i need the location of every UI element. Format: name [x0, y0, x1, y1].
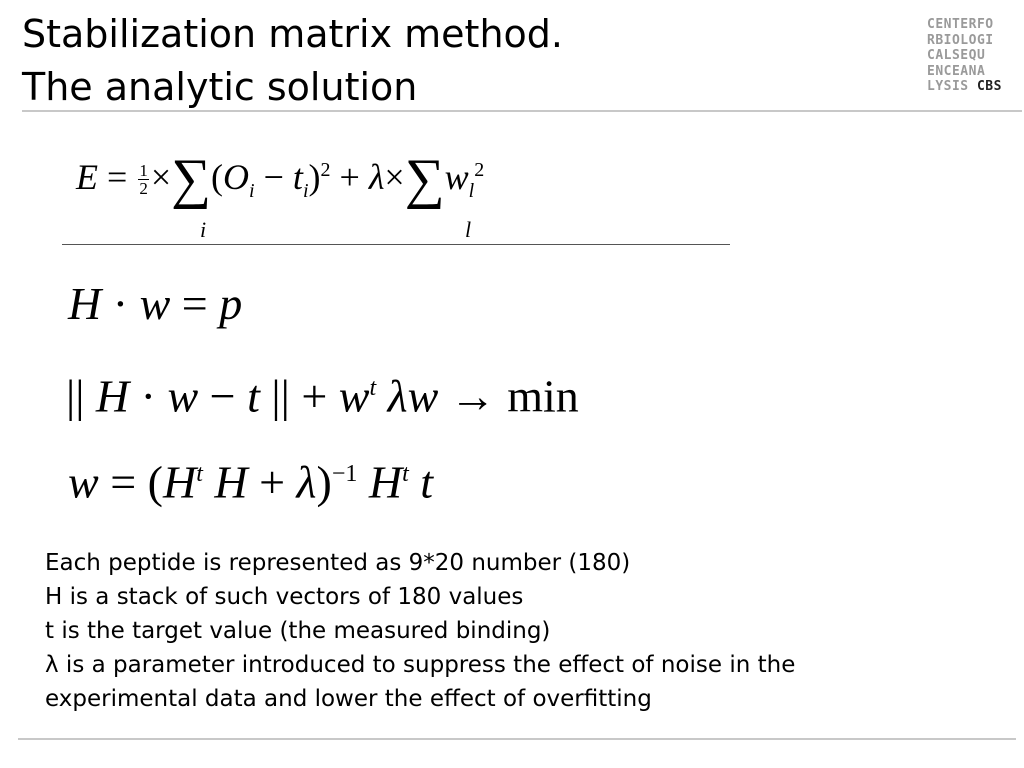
logo-line-1: CENTERFO — [927, 17, 994, 32]
note-line-3: t is the target value (the measured binding) — [45, 618, 551, 644]
logo-line-5-text: LYSIS — [927, 79, 977, 94]
equation-hw-p: H · w = p — [68, 278, 243, 329]
equation-error-function: E = $\frac{1}{2}$ $\times\sum(O_i - t_i)^2 + \lambda\times\sum w_l^2$ — [76, 148, 485, 210]
title-line-2: The analytic solution — [22, 65, 418, 109]
logo-cbs: CBS — [976, 79, 1002, 94]
title-divider — [22, 110, 1022, 112]
note-line-1: Each peptide is represented as 9*20 number (180) — [45, 550, 631, 576]
slide-title — [22, 8, 563, 114]
equation-analytic-solution: $w = (H^t$ H + λ)$^{-1}$ $H^t$ t — [68, 456, 434, 508]
logo-line-3: CALSEQU — [927, 48, 986, 63]
note-line-5: experimental data and lower the effect of overfitting — [45, 686, 652, 712]
note-line-2: H is a stack of such vectors of 180 values — [45, 584, 524, 610]
logo-line-2: RBIOLOGI — [927, 32, 994, 48]
cbs-logo — [927, 17, 1002, 95]
equation-divider — [62, 244, 730, 245]
equation-minimization: || H · w − t || + $w^t$ λw → min — [66, 370, 579, 422]
sum-index-i: i — [200, 217, 207, 242]
half-fraction: $\frac{1}{2}$ — [139, 161, 148, 198]
notes-text — [45, 546, 795, 716]
sum-index-l: l — [465, 217, 472, 242]
note-line-4: λ is a parameter introduced to suppress the effect of noise in the — [45, 652, 796, 678]
footer-divider — [18, 738, 1016, 740]
logo-line-4: ENCEANA — [927, 63, 986, 79]
title-line-1: Stabilization matrix method. — [22, 12, 563, 56]
logo-line-5 — [927, 79, 1002, 95]
